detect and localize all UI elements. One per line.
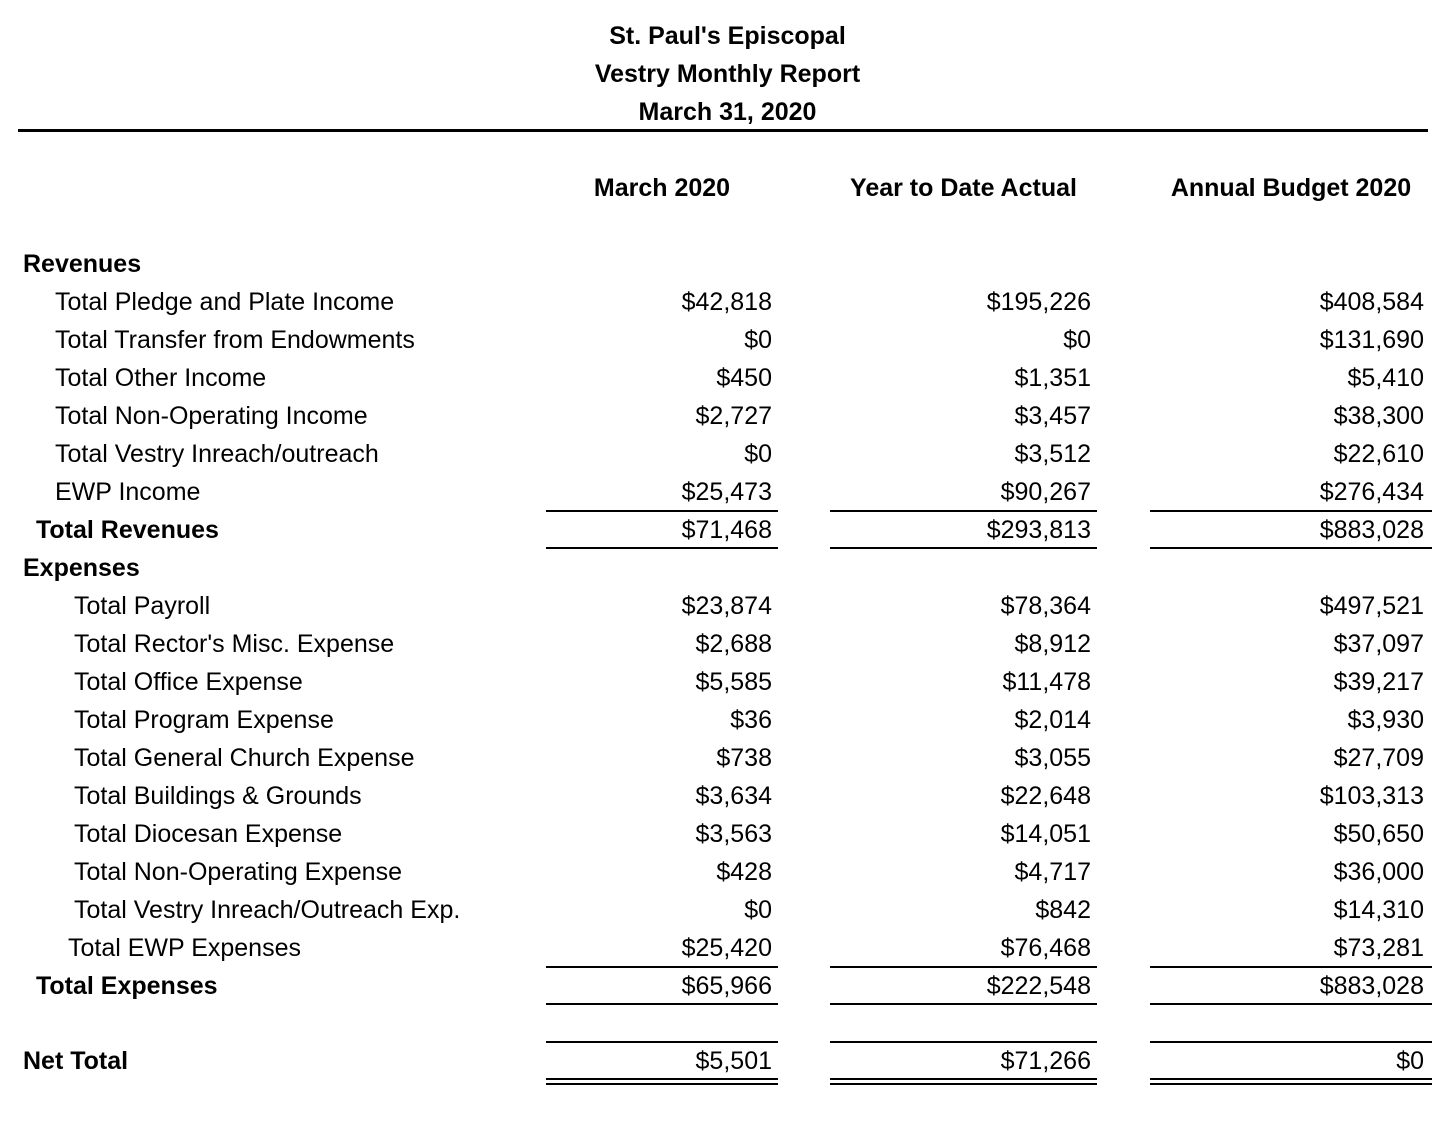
cell-ytd: $11,478: [1002, 668, 1091, 696]
cell-ytd: $78,364: [1000, 592, 1091, 620]
cell-budget: $27,709: [1333, 744, 1424, 772]
cell-budget: $131,690: [1319, 326, 1424, 354]
cell-ytd: $1,351: [1014, 364, 1091, 392]
total-revenues-row: [0, 511, 1455, 549]
cell-march: $0: [744, 440, 772, 468]
cell-ytd: $293,813: [986, 516, 1091, 544]
cell-budget: $276,434: [1319, 478, 1424, 506]
cell-ytd: $3,512: [1014, 440, 1091, 468]
cell-budget: $883,028: [1319, 972, 1424, 1000]
table-row: [0, 663, 1455, 701]
cell-ytd: $842: [1035, 896, 1091, 924]
net-total-row: [0, 1042, 1455, 1080]
cell-budget: $38,300: [1333, 402, 1424, 430]
expenses-heading-row: [0, 549, 1455, 587]
row-label: Total Diocesan Expense: [74, 820, 343, 848]
cell-ytd: $3,457: [1014, 402, 1091, 430]
cell-ytd: $222,548: [986, 972, 1091, 1000]
cell-budget: $36,000: [1333, 858, 1424, 886]
revenues-heading: Revenues: [23, 250, 142, 278]
double-underline: [1150, 1078, 1432, 1085]
cell-march: $3,634: [695, 782, 772, 810]
table-row: [0, 777, 1455, 815]
column-header-budget: Annual Budget 2020: [1170, 174, 1412, 202]
cell-budget: $497,521: [1319, 592, 1424, 620]
cell-ytd: $3,055: [1014, 744, 1091, 772]
cell-budget: $39,217: [1333, 668, 1424, 696]
double-underline: [546, 1078, 778, 1085]
cell-march: $25,473: [681, 478, 772, 506]
table-row: [0, 283, 1455, 321]
row-label: Total Transfer from Endowments: [55, 326, 415, 354]
cell-budget: $14,310: [1333, 896, 1424, 924]
cell-march: $5,585: [695, 668, 772, 696]
cell-budget: $883,028: [1319, 516, 1424, 544]
cell-budget: $408,584: [1319, 288, 1424, 316]
cell-ytd: $14,051: [1000, 820, 1091, 848]
report-title-name: Vestry Monthly Report: [594, 60, 861, 88]
cell-budget: $5,410: [1347, 364, 1424, 392]
total-rule: [830, 1003, 1097, 1005]
header-divider: [18, 129, 1428, 132]
row-label: Total Vestry Inreach/Outreach Exp.: [74, 896, 461, 924]
table-row: [0, 815, 1455, 853]
row-label: Total Payroll: [74, 592, 211, 620]
table-row: [0, 587, 1455, 625]
row-label: Total Rector's Misc. Expense: [74, 630, 395, 658]
cell-march: $450: [716, 364, 772, 392]
table-row: [0, 701, 1455, 739]
table-row: [0, 739, 1455, 777]
cell-march: $36: [730, 706, 772, 734]
table-row: [0, 625, 1455, 663]
row-label: Total Non-Operating Expense: [74, 858, 402, 886]
cell-ytd: $76,468: [1000, 934, 1091, 962]
table-row: [0, 929, 1455, 967]
cell-ytd: $2,014: [1014, 706, 1091, 734]
cell-march: $738: [716, 744, 772, 772]
cell-ytd: $195,226: [986, 288, 1091, 316]
row-label: Total Office Expense: [74, 668, 303, 696]
cell-march: $0: [744, 896, 772, 924]
report-date: March 31, 2020: [638, 98, 817, 126]
column-header-march: March 2020: [593, 174, 731, 202]
net-total-label: Net Total: [23, 1047, 129, 1075]
total-rule: [546, 1003, 778, 1005]
cell-ytd: $90,267: [1000, 478, 1091, 506]
cell-march: $23,874: [681, 592, 772, 620]
cell-budget: $73,281: [1333, 934, 1424, 962]
cell-ytd: $0: [1063, 326, 1091, 354]
cell-budget: $22,610: [1333, 440, 1424, 468]
report-title-org: St. Paul's Episcopal: [609, 22, 846, 50]
column-header-ytd: Year to Date Actual: [850, 174, 1077, 202]
row-label: Total Other Income: [55, 364, 267, 392]
cell-march: $5,501: [695, 1047, 772, 1075]
total-expenses-label: Total Expenses: [36, 972, 218, 1000]
cell-ytd: $8,912: [1014, 630, 1091, 658]
row-label: Total Program Expense: [74, 706, 334, 734]
cell-ytd: $71,266: [1000, 1047, 1091, 1075]
cell-march: $65,966: [681, 972, 772, 1000]
cell-march: $428: [716, 858, 772, 886]
row-label: Total Buildings & Grounds: [74, 782, 362, 810]
double-underline: [830, 1078, 1097, 1085]
row-label: EWP Income: [55, 478, 201, 506]
row-label: Total General Church Expense: [74, 744, 415, 772]
row-label: Total Vestry Inreach/outreach: [55, 440, 379, 468]
row-label: Total Non-Operating Income: [55, 402, 368, 430]
cell-ytd: $22,648: [1000, 782, 1091, 810]
table-row: [0, 435, 1455, 473]
row-label: Total EWP Expenses: [68, 934, 301, 962]
row-label: Total Pledge and Plate Income: [55, 288, 395, 316]
cell-march: $0: [744, 326, 772, 354]
cell-march: $3,563: [695, 820, 772, 848]
cell-march: $71,468: [681, 516, 772, 544]
table-row: [0, 473, 1455, 511]
revenues-heading-row: [0, 245, 1455, 283]
cell-march: $2,727: [695, 402, 772, 430]
cell-budget: $0: [1396, 1047, 1424, 1075]
cell-budget: $50,650: [1333, 820, 1424, 848]
table-row: [0, 853, 1455, 891]
expenses-heading: Expenses: [23, 554, 140, 582]
cell-march: $2,688: [695, 630, 772, 658]
cell-march: $42,818: [681, 288, 772, 316]
table-row: [0, 321, 1455, 359]
total-expenses-row: [0, 967, 1455, 1005]
total-revenues-label: Total Revenues: [36, 516, 219, 544]
table-row: [0, 397, 1455, 435]
total-rule: [1150, 1003, 1432, 1005]
cell-budget: $103,313: [1319, 782, 1424, 810]
cell-budget: $3,930: [1347, 706, 1424, 734]
table-row: [0, 359, 1455, 397]
cell-march: $25,420: [681, 934, 772, 962]
table-row: [0, 891, 1455, 929]
cell-budget: $37,097: [1333, 630, 1424, 658]
cell-ytd: $4,717: [1014, 858, 1091, 886]
